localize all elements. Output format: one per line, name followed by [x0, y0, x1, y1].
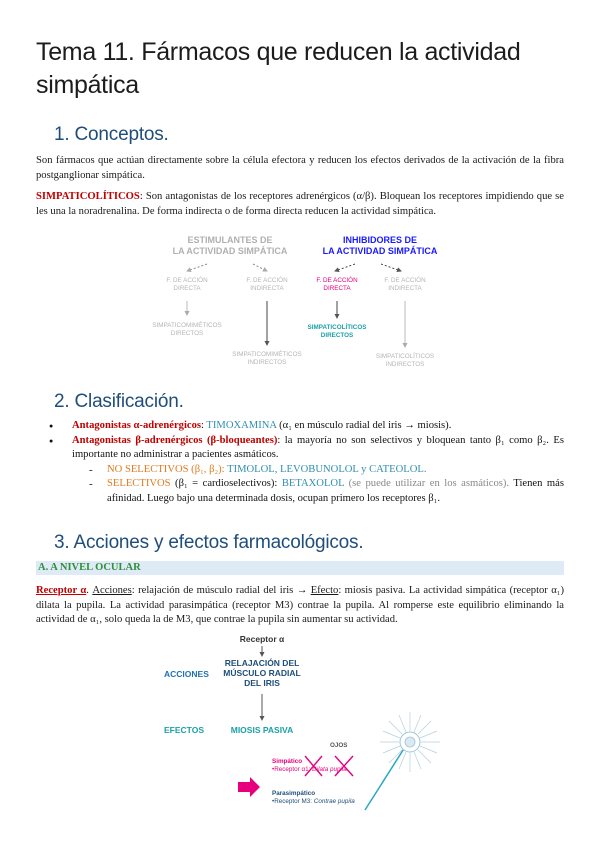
f-accion-indirecta-left: F. DE ACCIÓN INDIRECTA — [246, 277, 288, 292]
simpaticoliticos-term: SIMPATICOLÍTICOS — [36, 191, 140, 202]
alfa-colon: : — [201, 420, 207, 431]
no-selectivos-drugs: TIMOLOL, LEVOBUNOLOL y CATEOLOL. — [227, 463, 427, 475]
inhibidores-heading: INHIBIDORES DE LA ACTIVIDAD SIMPÁTICA — [322, 235, 438, 256]
simpaticoliticos-definition: : Son antagonistas de los receptores adrenérgicos (α/β). Bloquean los receptores impidiendo que se les una la noradrenalina. De forma indirecta o de forma directa reducen la actividad simpática. — [36, 191, 564, 217]
beta-sublist — [89, 463, 564, 507]
eye-pointer-line — [365, 747, 405, 810]
arrow-right-directa — [335, 264, 355, 271]
sublist-item-no-selectivos — [89, 463, 564, 478]
conceptos-paragraph-2 — [36, 190, 564, 219]
alfa-term: Antagonistas α-adrenérgicos — [72, 420, 202, 431]
receptor-alfa-diagram — [150, 632, 450, 832]
efecto-label: Efecto — [310, 585, 339, 596]
simpatico-receptor — [272, 766, 347, 774]
ojos-label: OJOS — [330, 742, 348, 749]
receptor-m3-text: •Receptor M3: — [272, 798, 313, 805]
arrow-left-indirecta — [253, 264, 267, 271]
timoxamina: TIMOXAMINA — [206, 420, 277, 431]
no-selectivos-paren: (β₁, β₂): — [188, 463, 228, 475]
dilata-text: Dilata pupila — [312, 766, 347, 773]
f-accion-directa-right: F. DE ACCIÓN DIRECTA — [316, 277, 358, 292]
acciones-text: : relajación de músculo radial del iris → — [131, 585, 311, 596]
conceptos-paragraph-1: Son fármacos que actúan directamente sobre la célula efectora y reducen los efectos derivados de la activación de la fibra postganglionar simpática. — [36, 155, 564, 181]
pink-arrow-icon — [238, 777, 260, 797]
section-heading-acciones: 3. Acciones y efectos farmacológicos. — [54, 532, 364, 553]
selectivos-description: Tienen más afinidad. Luego bajo una determinada dosis, ocupan primero los receptores β₁. — [107, 478, 564, 504]
simpaticoliticos-indirectos: SIMPATICOLÍTICOS INDIRECTOS — [375, 353, 435, 368]
list-item-antagonistas-alfa — [36, 419, 564, 434]
iris-icon — [380, 712, 440, 772]
miosis-pasiva-box: MIOSIS PASIVA — [230, 725, 294, 735]
acciones-label: Acciones — [92, 585, 132, 596]
parasimpatico-receptor — [272, 798, 355, 806]
simpaticomimeticos-indirectos: SIMPATICOMIMÉTICOS INDIRECTOS — [232, 351, 302, 366]
simpatico-label: Simpático — [272, 758, 303, 765]
asmaticos-note: (se puede utilizar en los asmáticos). — [344, 478, 510, 489]
receptor-alfa-dot: . — [86, 585, 93, 596]
selectivos-paren: (β₁ = cardioselectivos): — [170, 478, 282, 489]
parasimpatico-label: Parasimpático — [272, 790, 316, 797]
no-selectivos-label: NO SELECTIVOS — [107, 463, 189, 475]
beta-term: Antagonistas β-adrenérgicos (β-bloqueantes) — [72, 434, 278, 446]
list-item-antagonistas-beta — [36, 434, 564, 507]
subsection-nivel-ocular: A. A NIVEL OCULAR — [36, 561, 564, 575]
f-accion-directa-left: F. DE ACCIÓN DIRECTA — [166, 277, 208, 292]
efecto-text: : miosis pasiva. La actividad simpática (receptor α₁) dilata la pupila. La actividad parasimpática (receptor M3) contrae la pupila. Al romperse este equilibrio eliminando la actividad de α₁, solo queda la de M3, que contrae la pupila sin aumentar su actividad. — [36, 585, 564, 625]
receptor-alfa-term: Receptor α — [36, 585, 87, 596]
f-accion-indirecta-right: F. DE ACCIÓN INDIRECTA — [384, 277, 426, 292]
section-heading-clasificacion: 2. Clasificación. — [54, 391, 184, 412]
selectivos-label: SELECTIVOS — [107, 478, 171, 489]
simpaticomimeticos-directos: SIMPATICOMIMÉTICOS DIRECTOS — [152, 322, 222, 337]
contrae-text: Contrae pupila — [313, 798, 355, 805]
acciones-row-label: ACCIONES — [164, 669, 209, 679]
sublist-item-selectivos — [89, 477, 564, 506]
section-heading-conceptos: 1. Conceptos. — [54, 124, 169, 145]
alfa-description: (α₁ en músculo radial del iris → miosis). — [276, 420, 452, 431]
efectos-row-label: EFECTOS — [164, 725, 204, 735]
beta-description: : la mayoría no son selectivos y bloquean tanto β₁ como β₂. Es importante no administrar a pacientes asmáticos. — [72, 434, 564, 460]
receptor-alfa-paragraph — [36, 584, 564, 628]
betaxolol: BETAXOLOL — [281, 478, 345, 489]
estimulantes-heading: ESTIMULANTES DE LA ACTIVIDAD SIMPÁTICA — [172, 235, 288, 256]
sympathetic-drugs-diagram — [152, 233, 455, 373]
simpaticoliticos-directos: SIMPATICOLÍTICOS DIRECTOS — [307, 324, 367, 339]
clasificacion-list — [36, 419, 564, 506]
receptor-alfa-label: Receptor α — [239, 634, 285, 644]
receptor-a1-text: •Receptor α1: — [272, 766, 311, 773]
relajacion-box: RELAJACIÓN DEL MÚSCULO RADIAL DEL IRIS — [223, 658, 301, 688]
arrow-right-indirecta — [381, 264, 401, 271]
arrow-left-directa — [187, 264, 207, 271]
page-title: Tema 11. Fármacos que reducen la actividad simpática — [36, 38, 521, 99]
